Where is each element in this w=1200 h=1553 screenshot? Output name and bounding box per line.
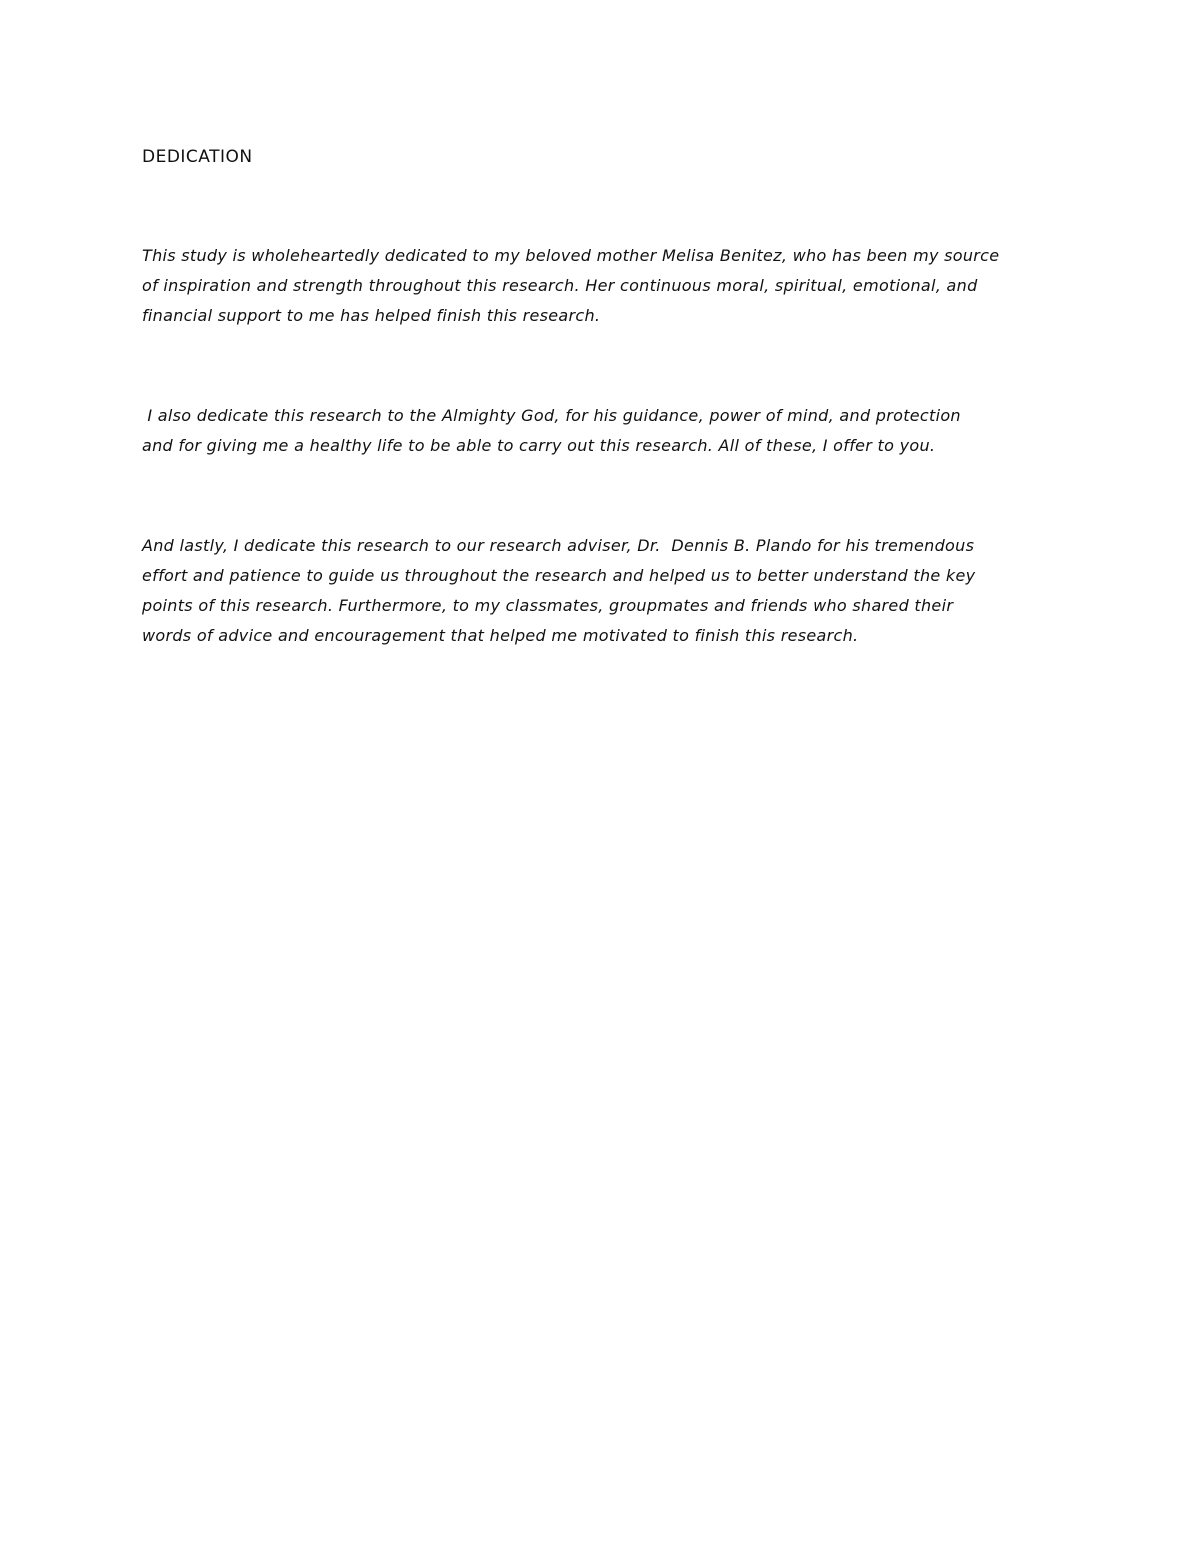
dedication-paragraph-adviser [142,531,1062,651]
dedication-paragraph-mother [142,241,1062,331]
paragraph-line: And lastly, I dedicate this research to our research adviser, Dr. Dennis B. Plando for his tremendous [142,536,975,555]
paragraph-line: effort and patience to guide us throughout the research and helped us to better understand the key [142,566,976,585]
paragraph-line: and for giving me a healthy life to be able to carry out this research. All of these, I offer to you. [142,436,936,455]
paragraph-line: points of this research. Furthermore, to my classmates, groupmates and friends who shared their [142,596,954,615]
paragraph-line: words of advice and encouragement that helped me motivated to finish this research. [142,626,859,645]
dedication-paragraph-god [142,401,1062,461]
paragraph-line: financial support to me has helped finish this research. [142,306,601,325]
paragraph-line: of inspiration and strength throughout this research. Her continuous moral, spiritual, emotional, and [142,276,978,295]
paragraph-line: This study is wholeheartedly dedicated to my beloved mother Melisa Benitez, who has been my source [142,246,1000,265]
paragraph-line: I also dedicate this research to the Almighty God, for his guidance, power of mind, and protection [142,406,961,425]
page-title: DEDICATION [142,147,253,167]
